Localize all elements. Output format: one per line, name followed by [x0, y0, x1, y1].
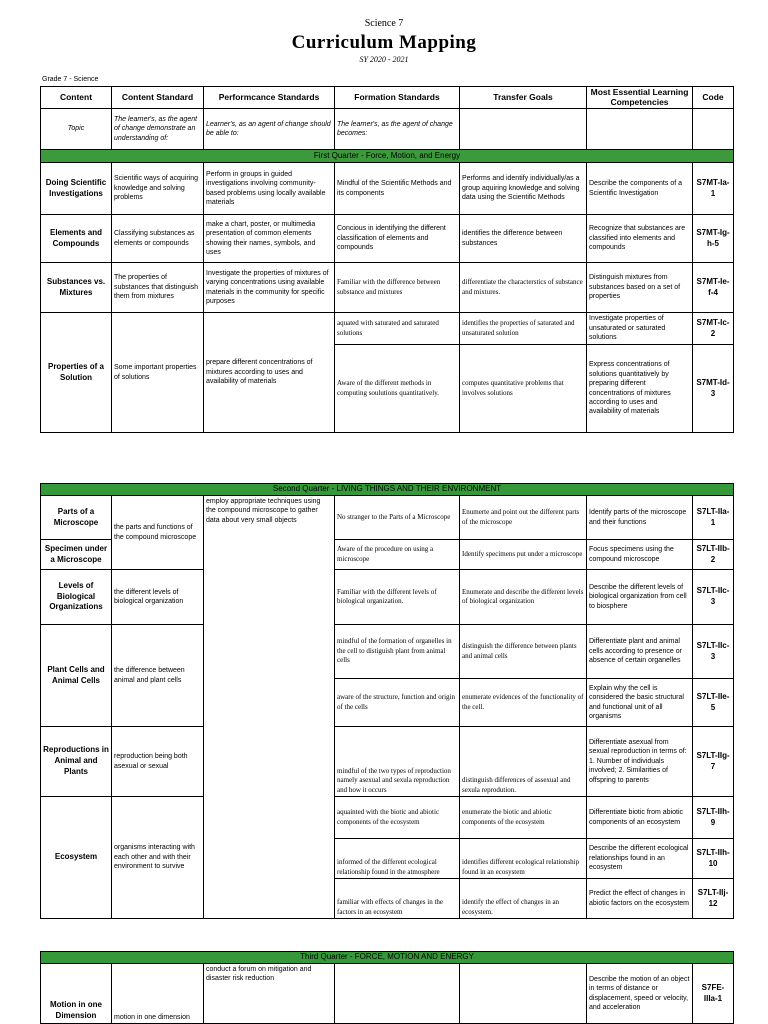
second-quarter-table — [40, 483, 734, 919]
topic-performance-standard: Learner's, as an agent of change should be able to: — [204, 109, 335, 150]
school-year: SY 2020 - 2021 — [359, 55, 409, 64]
col-formation-standards: Formation Standards — [335, 87, 460, 109]
formation-cell: Familiar with the different levels of biological organization. — [335, 570, 460, 625]
code-cell: S7LT-IIe-5 — [693, 679, 734, 727]
transfer-cell: identify the effect of changes in an ecosystem. — [460, 879, 587, 919]
code-cell: S7LT-IIg-7 — [693, 727, 734, 797]
content-standard-cell: organisms interacting with each other and with their environment to survive — [112, 797, 204, 919]
formation-cell: Concious in identifying the different classification of elements and compounds — [335, 215, 460, 263]
table-row — [41, 570, 734, 625]
transfer-cell: identifies the properties of saturated and unsaturated solution — [460, 313, 587, 345]
quarter-band-second — [41, 484, 734, 496]
code-cell: S7MT-Ic-2 — [693, 313, 734, 345]
topic-formation-standard: The learner's, as the agent of change becomes: — [335, 109, 460, 150]
code-cell: S7MT-Id-3 — [693, 345, 734, 433]
col-melc: Most Essential Learning Competencies — [587, 87, 693, 109]
table-row — [41, 496, 734, 540]
performance-cell: employ appropriate techniques using the compound microscope to gather data about very small objects — [204, 496, 335, 919]
table-row — [41, 313, 734, 345]
col-code: Code — [693, 87, 734, 109]
content-cell: Levels of Biological Organizations — [41, 570, 112, 625]
content-cell: Elements and Compounds — [41, 215, 112, 263]
quarter-band-third — [41, 952, 734, 964]
content-cell: Doing Scientific Investigations — [41, 163, 112, 215]
third-quarter-table — [40, 951, 734, 1024]
formation-cell-empty — [335, 964, 460, 1024]
melc-cell: Differentiate biotic from abiotic components of an ecosystem — [587, 797, 693, 839]
content-standard-cell: the parts and functions of the compound microscope — [112, 496, 204, 570]
content-standard-cell: The properties of substances that distinguish them from mixtures — [112, 263, 204, 313]
code-cell: S7LT-IIj-12 — [693, 879, 734, 919]
topic-transfer-empty — [460, 109, 587, 150]
code-cell: S7LT-IIa-1 — [693, 496, 734, 540]
melc-cell: Explain why the cell is considered the basic structural and functional unit of all organisms — [587, 679, 693, 727]
page-title: Curriculum Mapping — [291, 32, 477, 53]
performance-cell: Perform in groups in guided investigations involving community-based problems using locally available materials — [204, 163, 335, 215]
table-row — [41, 964, 734, 1024]
table-row — [41, 163, 734, 215]
topic-row — [41, 109, 734, 150]
quarter-title: First Quarter - Force, Motion, and Energy — [41, 150, 734, 163]
code-cell: S7LT-IIc-3 — [693, 625, 734, 679]
content-cell: Properties of a Solution — [41, 313, 112, 433]
transfer-cell: distinguish the difference between plants and animal cells — [460, 625, 587, 679]
col-content-standard: Content Standard — [112, 87, 204, 109]
topic-content-standard: The learner's, as the agent of change demonstrate an understanding of: — [112, 109, 204, 150]
content-standard-cell: the different levels of biological organization — [112, 570, 204, 625]
performance-cell: Investigate the properties of mixtures of varying concentrations using available materials in the community for specific purposes — [204, 263, 335, 313]
content-cell: Parts of a Microscope — [41, 496, 112, 540]
table-row — [41, 625, 734, 679]
formation-cell: mindful of the formation of organelles in the cell to distiguish plant from animal cells — [335, 625, 460, 679]
content-cell: Plant Cells and Animal Cells — [41, 625, 112, 727]
transfer-cell: Enumerate and describe the different levels of biological organization — [460, 570, 587, 625]
transfer-cell: differentiate the characterstics of substance and mixtures. — [460, 263, 587, 313]
col-content: Content — [41, 87, 112, 109]
transfer-cell: Identify specimens put under a microscope — [460, 540, 587, 570]
code-cell: S7LT-IIh-9 — [693, 797, 734, 839]
melc-cell: Describe the components of a Scientific Investigation — [587, 163, 693, 215]
formation-cell: informed of the different ecological relationship found in the atmosphere — [335, 839, 460, 879]
content-standard-cell: Classifying substances as elements or compounds — [112, 215, 204, 263]
code-cell: S7MT-Ie-f-4 — [693, 263, 734, 313]
formation-cell: familiar with effects of changes in the factors in an ecosystem — [335, 879, 460, 919]
formation-cell: No stranger to the Parts of a Microscope — [335, 496, 460, 540]
melc-cell: Identify parts of the microscope and their functions — [587, 496, 693, 540]
transfer-cell: Performs and identify individually/as a group aquiring knowledge and solving data using the Scientific Methods — [460, 163, 587, 215]
column-header-row — [41, 87, 734, 109]
transfer-cell-empty — [460, 964, 587, 1024]
formation-cell: aquainted with the biotic and abiotic components of the ecosystem — [335, 797, 460, 839]
melc-cell: Differentiate asexual from sexual reproduction in terms of: 1. Number of individuals involved; 2. Similarities of offspring to parents — [587, 727, 693, 797]
subject-label: Science 7 — [364, 18, 404, 29]
table-row — [41, 215, 734, 263]
content-cell: Specimen under a Microscope — [41, 540, 112, 570]
code-cell: S7FE-IIIa-1 — [693, 964, 734, 1024]
melc-cell: Distinguish mixtures from substances based on a set of properties — [587, 263, 693, 313]
code-cell: S7LT-IIc-3 — [693, 570, 734, 625]
melc-cell: Recognize that substances are classified into elements and compounds — [587, 215, 693, 263]
content-cell: Reproductions in Animal and Plants — [41, 727, 112, 797]
melc-cell: Describe the different ecological relationships found in an ecosystem — [587, 839, 693, 879]
code-cell: S7MT-Ia-1 — [693, 163, 734, 215]
formation-cell: aquated with saturated and saturated solutions — [335, 313, 460, 345]
content-standard-cell: Some important properties of solutions — [112, 313, 204, 433]
code-cell: S7MT-Ig-h-5 — [693, 215, 734, 263]
melc-cell: Differentiate plant and animal cells according to presence or absence of certain organelles — [587, 625, 693, 679]
quarter-band-first — [41, 150, 734, 163]
quarter-title: Third Quarter - FORCE, MOTION AND ENERGY — [41, 952, 734, 964]
col-transfer-goals: Transfer Goals — [460, 87, 587, 109]
transfer-cell: identifies different ecological relationship found in an ecosystem — [460, 839, 587, 879]
formation-cell: Familiar with the difference between substance and mixtures — [335, 263, 460, 313]
content-cell: Motion in one Dimension — [41, 964, 112, 1024]
content-standard-cell: Scientific ways of acquiring knowledge and solving problems — [112, 163, 204, 215]
quarter-title: Second Quarter - LIVING THINGS AND THEIR ENVIRONMENT — [41, 484, 734, 496]
topic-code-empty — [693, 109, 734, 150]
table-row — [41, 263, 734, 313]
melc-cell: Describe the different levels of biological organization from cell to biosphere — [587, 570, 693, 625]
topic-label: Topic — [41, 109, 112, 150]
performance-cell: make a chart, poster, or multimedia presentation of common elements showing their names, symbols, and uses — [204, 215, 335, 263]
transfer-cell: Enumerte and point out the different parts of the microscope — [460, 496, 587, 540]
code-cell: S7LT-IIh-10 — [693, 839, 734, 879]
formation-cell: Aware of the different methods in computing soulutions quantitatively. — [335, 345, 460, 433]
content-cell: Substances vs. Mixtures — [41, 263, 112, 313]
formation-cell: Aware of the procedure on using a microscope — [335, 540, 460, 570]
table-row — [41, 797, 734, 839]
content-standard-cell: the difference between animal and plant cells — [112, 625, 204, 727]
table-row — [41, 727, 734, 797]
topic-melc-empty — [587, 109, 693, 150]
first-quarter-table — [40, 86, 734, 433]
transfer-cell: computes quantitative problems that involves solutions — [460, 345, 587, 433]
formation-cell: Mindful of the Scientific Methods and its components — [335, 163, 460, 215]
code-cell: S7LT-IIb-2 — [693, 540, 734, 570]
transfer-cell: enumerate evidences of the functionality of the cell. — [460, 679, 587, 727]
melc-cell: Express concentrations of solutions quantitatively by preparing different concentrations of mixtures according to uses and availability of materials — [587, 345, 693, 433]
transfer-cell: distinguish differences of assexual and sexula reprodution. — [460, 727, 587, 797]
col-performance-standards: Performcance Standards — [204, 87, 335, 109]
melc-cell: Investigate properties of unsaturated or saturated solutions — [587, 313, 693, 345]
formation-cell: mindful of the two types of reproduction namely asexual and sexula reproduction and how it occurs — [335, 727, 460, 797]
grade-label: Grade 7 - Science — [42, 76, 99, 83]
transfer-cell: identifies the difference between substances — [460, 215, 587, 263]
content-cell: Ecosystem — [41, 797, 112, 919]
melc-cell: Predict the effect of changes in abiotic factors on the ecosystem — [587, 879, 693, 919]
melc-cell: Focus specimens using the compound microscope — [587, 540, 693, 570]
content-standard-cell: reproduction being both asexual or sexual — [112, 727, 204, 797]
melc-cell: Describe the motion of an object in terms of distance or displacement, speed or velocity, and acceleration — [587, 964, 693, 1024]
transfer-cell: enumerate the biotic and abiotic components of the ecosystem — [460, 797, 587, 839]
performance-cell: prepare different concentrations of mixtures according to uses and availability of materials — [204, 313, 335, 433]
performance-cell: conduct a forum on mitigation and disaster risk reduction — [204, 964, 335, 1024]
content-standard-cell: motion in one dimension — [112, 964, 204, 1024]
formation-cell: aware of the structure, function and origin of the cells — [335, 679, 460, 727]
